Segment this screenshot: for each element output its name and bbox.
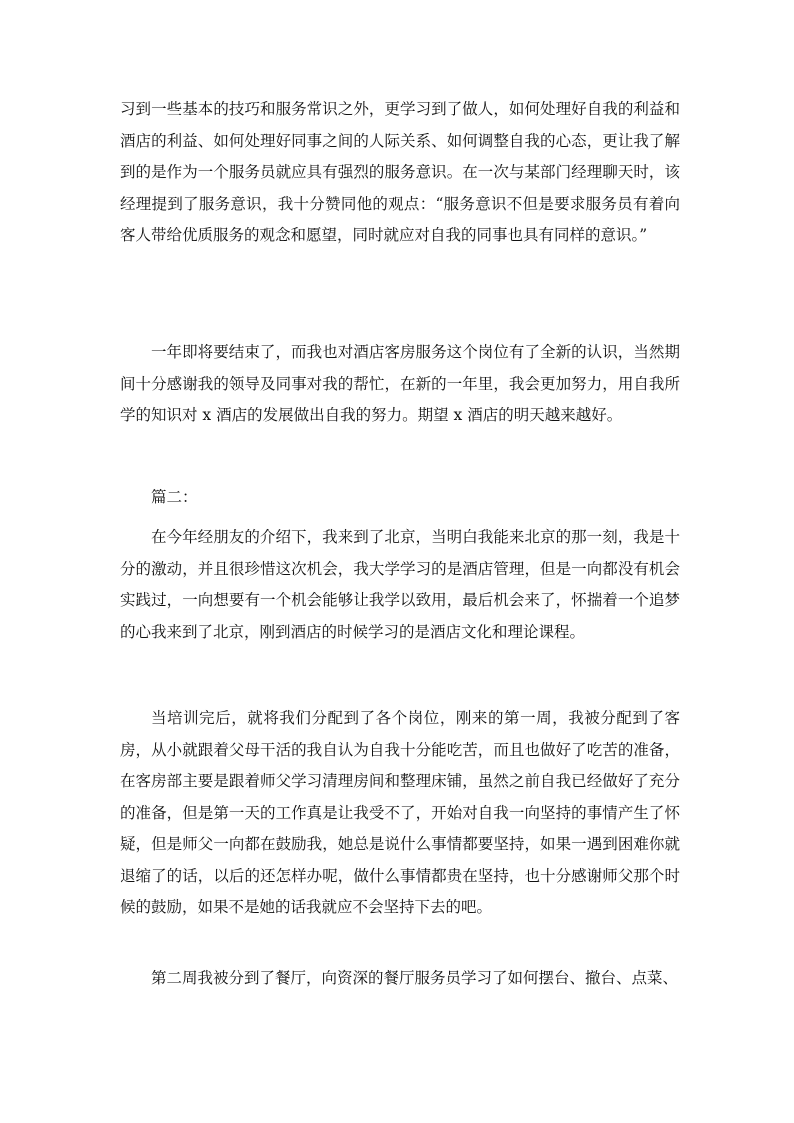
paragraph-1: 习到一些基本的技巧和服务常识之外，更学习到了做人，如何处理好自我的利益和酒店的利益、如何处理好同事之间的人际关系、如何调整自我的心态，更让我了解到的是作为一个服务员就应具有强烈的服务意识。在一次与某部门经理聊天时，该经理提到了服务意识，我十分赞同他的观点：“服务意识不但是要求服务员有着向客人带给优质服务的观念和愿望，同时就应对自我的同事也具有同样的意识。” xyxy=(120,100,680,244)
paragraph-5: 第二周我被分到了餐厅，向资深的餐厅服务员学习了如何摆台、撤台、点菜、 xyxy=(151,969,679,987)
section-heading: 篇二： xyxy=(151,488,198,506)
paragraph-3: 在今年经朋友的介绍下，我来到了北京，当明白我能来北京的那一刻，我是十分的激动，并且很珍惜这次机会，我大学学习的是酒店管理，但是一向都没有机会实践过，一向想要有一个机会能够让我学以致用，最后机会来了，怀揣着一个追梦的心我来到了北京，刚到酒店的时候学习的是酒店文化和理论课程。 xyxy=(120,528,680,641)
paragraph-2: 一年即将要结束了，而我也对酒店客房服务这个岗位有了全新的认识，当然期间十分感谢我的领导及同事对我的帮忙，在新的一年里，我会更加努力，用自我所学的知识对 x 酒店的发展做出自我的努力。期望 x 酒店的明天越来越好。 xyxy=(120,343,680,424)
paragraph-4: 当培训完后，就将我们分配到了各个岗位，刚来的第一周，我被分配到了客房，从小就跟着父母干活的我自认为自我十分能吃苦，而且也做好了吃苦的准备，在客房部主要是跟着师父学习清理房间和整理床铺，虽然之前自我已经做好了充分的准备，但是第一天的工作真是让我受不了，开始对自我一向坚持的事情产生了怀疑，但是师父一向都在鼓励我，她总是说什么事情都要坚持，如果一遇到困难你就退缩了的话，以后的还怎样办呢，做什么事情都贵在坚持，也十分感谢师父那个时候的鼓励，如果不是她的话我就应不会坚持下去的吧。 xyxy=(120,709,680,916)
